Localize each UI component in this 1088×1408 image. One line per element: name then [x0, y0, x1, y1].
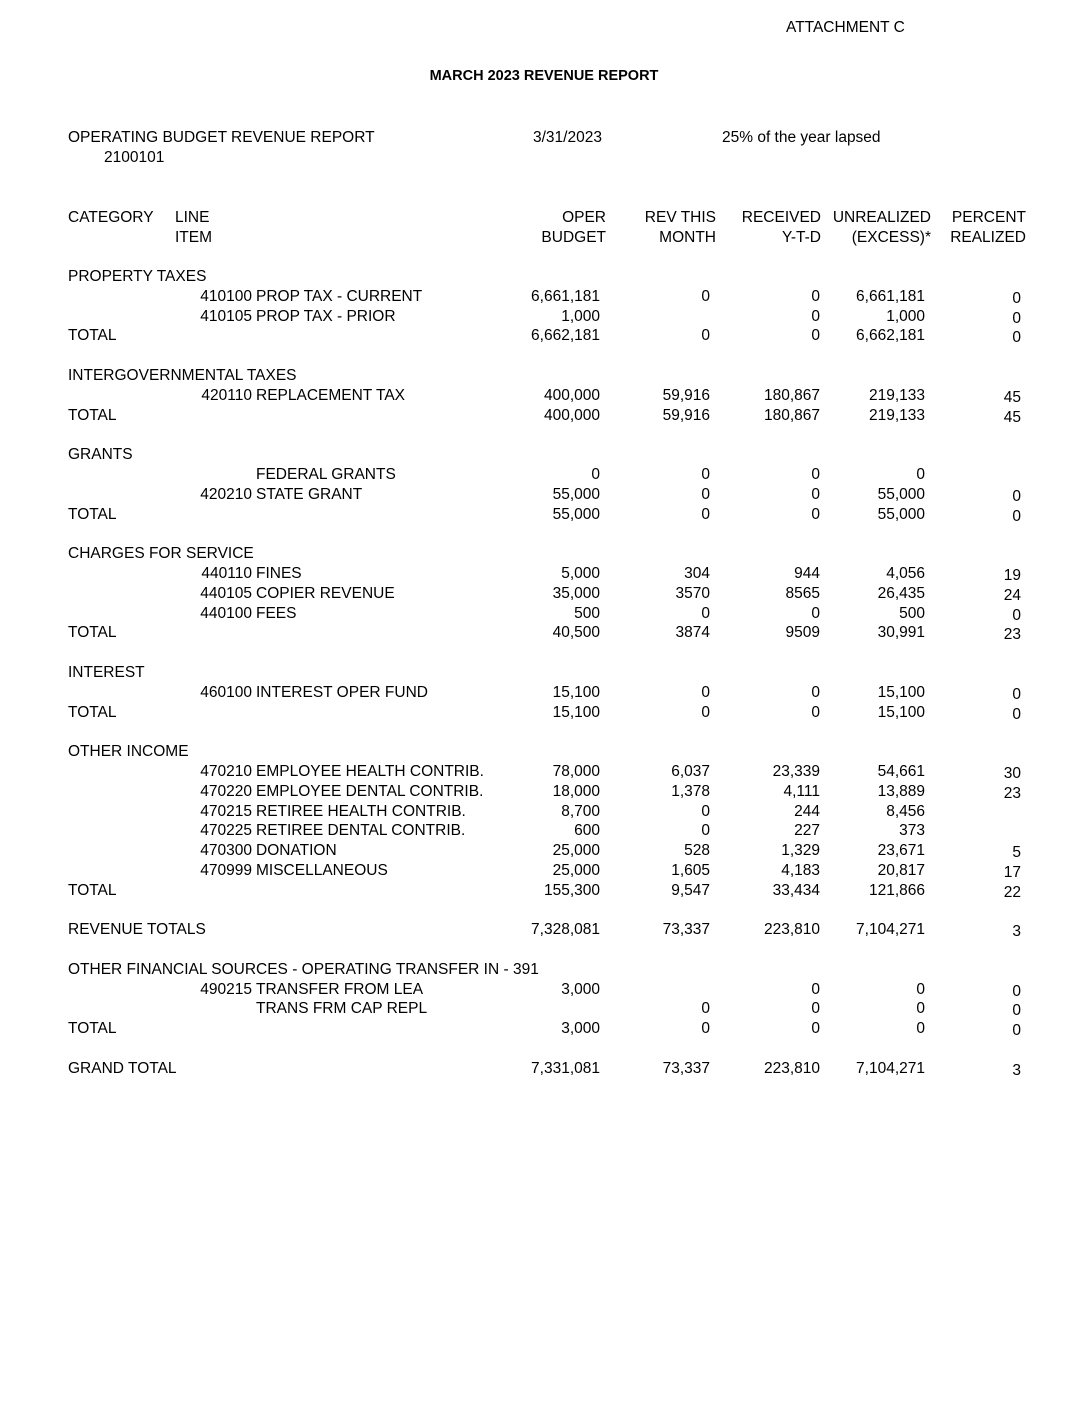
- percent-realized-value: 0: [1012, 685, 1021, 703]
- spacer-row: [0, 524, 1088, 544]
- percent-realized-value: 3: [1012, 923, 1021, 941]
- received-ytd-value: 180,867: [763, 406, 820, 424]
- total-row: [0, 623, 1088, 643]
- total-row: [0, 1019, 1088, 1039]
- rev-this-month-value: 0: [701, 683, 710, 701]
- rev-this-month-value: 0: [701, 822, 710, 840]
- percent-realized-value: 3: [1012, 1061, 1021, 1079]
- total-label: GRAND TOTAL: [68, 1059, 177, 1077]
- line-item-code: 440110: [201, 564, 252, 582]
- unrealized-value: 20,817: [877, 861, 925, 879]
- received-ytd-value: 0: [811, 703, 820, 721]
- line-item-name: PROP TAX - PRIOR: [256, 307, 396, 325]
- line-item-name: EMPLOYEE DENTAL CONTRIB.: [256, 782, 484, 800]
- total-label: TOTAL: [68, 327, 117, 345]
- received-ytd-value: 227: [794, 822, 820, 840]
- percent-realized-value: 0: [1012, 309, 1021, 327]
- operating-report-title: OPERATING BUDGET REVENUE REPORT: [68, 129, 375, 146]
- unrealized-value: 55,000: [877, 485, 925, 503]
- rev-this-month-value: 6,037: [671, 762, 710, 780]
- unrealized-value: 55,000: [877, 505, 925, 523]
- rev-this-month-value: 1,378: [671, 782, 710, 800]
- unrealized-value: 30,991: [877, 624, 925, 642]
- total-label: TOTAL: [68, 703, 117, 721]
- percent-realized-value: 0: [1012, 705, 1021, 723]
- received-ytd-value: 0: [811, 1020, 820, 1038]
- spacer-row: [0, 643, 1088, 663]
- unrealized-value: 6,662,181: [856, 327, 925, 345]
- line-item-row: [0, 386, 1088, 406]
- received-ytd-value: 0: [811, 327, 820, 345]
- oper-budget-value: 55,000: [552, 505, 600, 523]
- received-ytd-value: 9509: [785, 624, 820, 642]
- category-label: GRANTS: [68, 446, 133, 464]
- rev-this-month-value: 1,605: [671, 861, 710, 879]
- received-ytd-value: 244: [794, 802, 820, 820]
- received-ytd-value: 0: [811, 683, 820, 701]
- oper-budget-value: 400,000: [543, 406, 600, 424]
- unrealized-value: 500: [899, 604, 925, 622]
- total-row: [0, 1059, 1088, 1079]
- rev-this-month-value: 9,547: [671, 881, 710, 899]
- unrealized-value: 15,100: [877, 683, 925, 701]
- percent-realized-value: 45: [1003, 388, 1021, 406]
- total-label: TOTAL: [68, 1020, 117, 1038]
- oper-budget-value: 600: [574, 822, 600, 840]
- unrealized-value: 0: [916, 465, 925, 483]
- line-item-row: [0, 841, 1088, 861]
- line-item-name: FEES: [256, 604, 297, 622]
- rev-this-month-value: 0: [701, 465, 710, 483]
- line-item-code: 440105: [200, 584, 252, 602]
- received-ytd-value: 223,810: [763, 921, 820, 939]
- rev-this-month-value: 0: [701, 802, 710, 820]
- year-lapsed-note: 25% of the year lapsed: [722, 129, 881, 146]
- received-ytd-value: 944: [794, 564, 820, 582]
- received-ytd-value: 8565: [785, 584, 820, 602]
- line-item-code: 470215: [200, 802, 252, 820]
- unrealized-value: 15,100: [877, 703, 925, 721]
- header-category: CATEGORY: [68, 209, 154, 226]
- line-item-name: REPLACEMENT TAX: [256, 386, 406, 404]
- percent-realized-value: 23: [1003, 626, 1021, 644]
- oper-budget-value: 3,000: [561, 1020, 600, 1038]
- total-row: [0, 920, 1088, 940]
- unrealized-value: 373: [899, 822, 925, 840]
- rev-this-month-value: 0: [701, 505, 710, 523]
- rev-this-month-value: 0: [701, 703, 710, 721]
- oper-budget-value: 500: [574, 604, 600, 622]
- unrealized-value: 0: [916, 1000, 925, 1018]
- oper-budget-value: 5,000: [561, 564, 600, 582]
- received-ytd-value: 4,183: [781, 861, 820, 879]
- line-item-name: FEDERAL GRANTS: [256, 465, 396, 483]
- oper-budget-value: 35,000: [552, 584, 600, 602]
- rev-this-month-value: 73,337: [662, 1059, 710, 1077]
- percent-realized-value: 30: [1003, 764, 1021, 782]
- line-item-code: 420210: [200, 485, 252, 503]
- line-item-code: 410105: [200, 307, 252, 325]
- percent-realized-value: 22: [1003, 883, 1021, 901]
- oper-budget-value: 7,331,081: [531, 1059, 600, 1077]
- received-ytd-value: 0: [811, 604, 820, 622]
- unrealized-value: 0: [916, 1020, 925, 1038]
- total-row: [0, 326, 1088, 346]
- percent-realized-value: 0: [1012, 507, 1021, 525]
- rev-this-month-value: 304: [684, 564, 710, 582]
- revenue-table: [0, 267, 1088, 1079]
- line-item-code: 470220: [200, 782, 252, 800]
- unrealized-value: 54,661: [877, 762, 925, 780]
- spacer-row: [0, 1039, 1088, 1059]
- rev-this-month-value: 3570: [675, 584, 710, 602]
- percent-realized-value: 19: [1003, 566, 1021, 584]
- unrealized-value: 8,456: [886, 802, 925, 820]
- oper-budget-value: 18,000: [552, 782, 600, 800]
- line-item-row: [0, 999, 1088, 1019]
- rev-this-month-value: 0: [701, 1000, 710, 1018]
- received-ytd-value: 180,867: [763, 386, 820, 404]
- total-row: [0, 505, 1088, 525]
- unrealized-value: 7,104,271: [856, 1059, 925, 1077]
- rev-this-month-value: 0: [701, 604, 710, 622]
- spacer-row: [0, 901, 1088, 921]
- received-ytd-value: 0: [811, 485, 820, 503]
- header-unrealized: UNREALIZED (EXCESS)*: [832, 209, 931, 246]
- line-item-code: 460100: [200, 683, 252, 701]
- unrealized-value: 1,000: [886, 307, 925, 325]
- report-date: 3/31/2023: [533, 129, 602, 146]
- percent-realized-value: 23: [1003, 784, 1021, 802]
- line-item-name: INTEREST OPER FUND: [256, 683, 428, 701]
- category-label: OTHER FINANCIAL SOURCES - OPERATING TRANSFER IN - 391: [68, 960, 539, 978]
- line-item-row: [0, 485, 1088, 505]
- line-item-row: [0, 584, 1088, 604]
- line-item-row: [0, 564, 1088, 584]
- header-line-item: LINE ITEM: [175, 209, 213, 246]
- category-label: INTEREST: [68, 663, 145, 681]
- oper-budget-value: 0: [591, 465, 600, 483]
- oper-budget-value: 6,661,181: [531, 287, 600, 305]
- percent-realized-value: 45: [1003, 408, 1021, 426]
- unrealized-value: 7,104,271: [856, 921, 925, 939]
- spacer-row: [0, 722, 1088, 742]
- line-item-row: [0, 307, 1088, 327]
- category-row: [0, 960, 1088, 980]
- line-item-name: FINES: [256, 564, 302, 582]
- line-item-row: [0, 802, 1088, 822]
- rev-this-month-value: 528: [684, 842, 710, 860]
- received-ytd-value: 0: [811, 1000, 820, 1018]
- oper-budget-value: 40,500: [552, 624, 600, 642]
- received-ytd-value: 0: [811, 980, 820, 998]
- oper-budget-value: 155,300: [543, 881, 600, 899]
- line-item-row: [0, 604, 1088, 624]
- spacer-row: [0, 346, 1088, 366]
- line-item-code: 420110: [201, 386, 252, 404]
- percent-realized-value: 0: [1012, 289, 1021, 307]
- category-row: [0, 267, 1088, 287]
- attachment-label: ATTACHMENT C: [786, 19, 905, 36]
- oper-budget-value: 25,000: [552, 842, 600, 860]
- rev-this-month-value: 0: [701, 1020, 710, 1038]
- line-item-row: [0, 287, 1088, 307]
- line-item-name: TRANSFER FROM LEA: [256, 980, 424, 998]
- oper-budget-value: 7,328,081: [531, 921, 600, 939]
- total-row: [0, 881, 1088, 901]
- unrealized-value: 13,889: [877, 782, 925, 800]
- line-item-name: PROP TAX - CURRENT: [256, 287, 423, 305]
- oper-budget-value: 400,000: [543, 386, 600, 404]
- received-ytd-value: 0: [811, 287, 820, 305]
- received-ytd-value: 33,434: [772, 881, 820, 899]
- line-item-row: [0, 762, 1088, 782]
- line-item-code: 490215: [200, 980, 252, 998]
- unrealized-value: 23,671: [877, 842, 925, 860]
- line-item-name: STATE GRANT: [256, 485, 363, 503]
- unrealized-value: 121,866: [868, 881, 925, 899]
- line-item-name: DONATION: [256, 842, 337, 860]
- rev-this-month-value: 3874: [675, 624, 710, 642]
- percent-realized-value: 0: [1012, 1002, 1021, 1020]
- line-item-code: 470210: [200, 762, 252, 780]
- percent-realized-value: 0: [1012, 1022, 1021, 1040]
- received-ytd-value: 0: [811, 307, 820, 325]
- received-ytd-value: 4,111: [783, 782, 820, 800]
- line-item-name: COPIER REVENUE: [256, 584, 395, 602]
- category-label: PROPERTY TAXES: [68, 268, 207, 285]
- total-label: TOTAL: [68, 881, 117, 899]
- spacer-row: [0, 940, 1088, 960]
- unrealized-value: 219,133: [868, 406, 925, 424]
- total-row: [0, 703, 1088, 723]
- report-title: MARCH 2023 REVENUE REPORT: [429, 68, 659, 84]
- oper-budget-value: 15,100: [552, 703, 600, 721]
- line-item-name: EMPLOYEE HEALTH CONTRIB.: [256, 762, 484, 780]
- percent-realized-value: 0: [1012, 982, 1021, 1000]
- oper-budget-value: 8,700: [561, 802, 600, 820]
- received-ytd-value: 23,339: [772, 762, 820, 780]
- received-ytd-value: 0: [811, 505, 820, 523]
- rev-this-month-value: 0: [701, 485, 710, 503]
- header-received-ytd: RECEIVED Y-T-D: [741, 209, 821, 246]
- oper-budget-value: 15,100: [552, 683, 600, 701]
- line-item-row: [0, 821, 1088, 841]
- percent-realized-value: 0: [1012, 606, 1021, 624]
- line-item-row: [0, 861, 1088, 881]
- fund-number: 2100101: [104, 149, 165, 166]
- received-ytd-value: 0: [811, 465, 820, 483]
- line-item-name: RETIREE DENTAL CONTRIB.: [256, 822, 466, 840]
- percent-realized-value: 24: [1003, 586, 1021, 604]
- rev-this-month-value: 0: [701, 287, 710, 305]
- oper-budget-value: 3,000: [561, 980, 600, 998]
- total-label: TOTAL: [68, 624, 117, 642]
- oper-budget-value: 55,000: [552, 485, 600, 503]
- received-ytd-value: 1,329: [781, 842, 820, 860]
- line-item-code: 470300: [200, 842, 252, 860]
- category-row: [0, 445, 1088, 465]
- rev-this-month-value: 73,337: [662, 921, 710, 939]
- line-item-code: 440100: [200, 604, 252, 622]
- line-item-name: RETIREE HEALTH CONTRIB.: [256, 802, 466, 820]
- oper-budget-value: 1,000: [561, 307, 600, 325]
- total-label: TOTAL: [68, 505, 117, 523]
- line-item-code: 410100: [200, 287, 252, 305]
- rev-this-month-value: 0: [701, 327, 710, 345]
- line-item-row: [0, 465, 1088, 485]
- unrealized-value: 4,056: [886, 564, 925, 582]
- category-row: [0, 663, 1088, 683]
- rev-this-month-value: 59,916: [662, 406, 710, 424]
- category-row: [0, 742, 1088, 762]
- category-label: OTHER INCOME: [68, 743, 189, 761]
- received-ytd-value: 223,810: [763, 1059, 820, 1077]
- category-row: [0, 366, 1088, 386]
- percent-realized-value: 0: [1012, 487, 1021, 505]
- rev-this-month-value: 59,916: [662, 386, 710, 404]
- oper-budget-value: 25,000: [552, 861, 600, 879]
- line-item-code: 470225: [200, 822, 252, 840]
- line-item-name: TRANS FRM CAP REPL: [256, 1000, 428, 1018]
- category-label: CHARGES FOR SERVICE: [68, 545, 254, 563]
- header-percent-realized: PERCENT REALIZED: [950, 209, 1026, 246]
- line-item-row: [0, 782, 1088, 802]
- line-item-row: [0, 683, 1088, 703]
- category-label: INTERGOVERNMENTAL TAXES: [68, 366, 297, 384]
- line-item-row: [0, 980, 1088, 1000]
- total-label: REVENUE TOTALS: [68, 921, 206, 939]
- unrealized-value: 219,133: [868, 386, 925, 404]
- unrealized-value: 0: [916, 980, 925, 998]
- header-rev-this-month: REV THIS MONTH: [644, 209, 716, 246]
- line-item-code: 470999: [200, 861, 252, 879]
- spacer-row: [0, 425, 1088, 445]
- oper-budget-value: 78,000: [552, 762, 600, 780]
- category-row: [0, 544, 1088, 564]
- unrealized-value: 26,435: [877, 584, 925, 602]
- oper-budget-value: 6,662,181: [531, 327, 600, 345]
- percent-realized-value: 0: [1012, 329, 1021, 347]
- percent-realized-value: 5: [1012, 844, 1021, 862]
- total-row: [0, 406, 1088, 426]
- header-oper-budget: OPER BUDGET: [541, 209, 606, 246]
- unrealized-value: 6,661,181: [856, 287, 925, 305]
- line-item-name: MISCELLANEOUS: [256, 861, 388, 879]
- percent-realized-value: 17: [1003, 863, 1021, 881]
- total-label: TOTAL: [68, 406, 117, 424]
